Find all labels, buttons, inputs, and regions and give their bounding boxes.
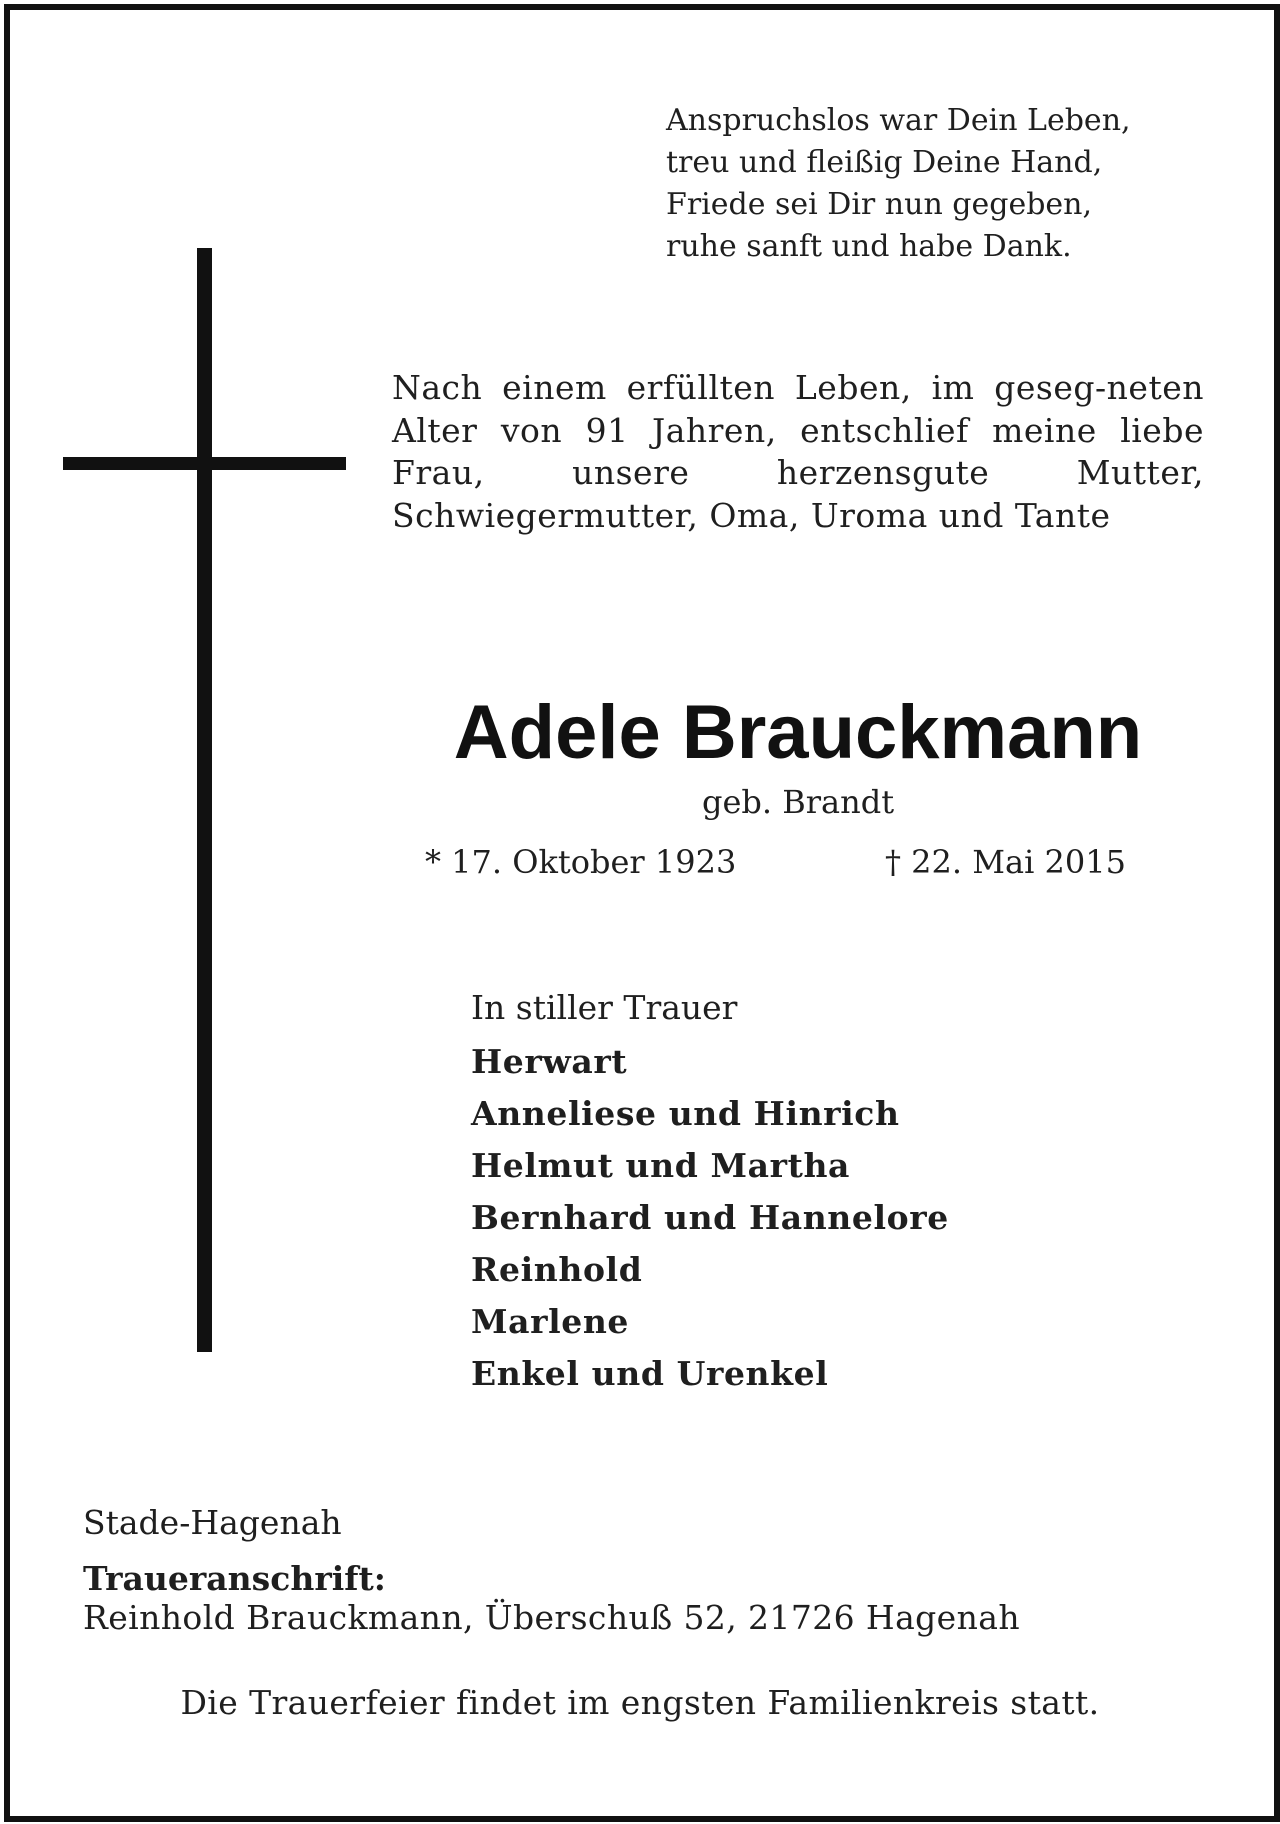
cross-vertical-beam [197,248,212,1352]
poem-line: treu und fleißig Deine Hand, [666,145,1103,180]
poem-line: Anspruchslos war Dein Leben, [666,103,1131,138]
birth-name: geb. Brandt [701,783,895,821]
death-date: † 22. Mai 2015 [885,843,1126,881]
deceased-name: Adele Brauckmann [453,690,1143,775]
mourner-name: Helmut und Martha [471,1146,851,1185]
obituary-frame [4,4,1280,1822]
address-label: Traueranschrift: [83,1559,386,1598]
cross-horizontal-beam [63,457,346,470]
intro-text: Nach einem erfüllten Leben, im geseg-neten Alter von 91 Jahren, entschlief meine liebe Frau, unsere herzensgute Mutter, Schwiegermutter, Oma, Uroma und Tante [392,368,1204,535]
mourners-list [471,1040,949,1404]
address: Reinhold Brauckmann, Überschuß 52, 21726 Hagenah [83,1598,1020,1637]
mourners-intro: In stiller Trauer [471,988,738,1027]
poem-line: ruhe sanft und habe Dank. [666,229,1072,264]
mourner-name: Reinhold [471,1250,643,1289]
place: Stade-Hagenah [83,1503,342,1542]
poem [666,100,1226,268]
mourner-name: Enkel und Urenkel [471,1354,829,1393]
funeral-notice: Die Trauerfeier findet im engsten Familienkreis statt. [180,1683,1100,1722]
mourner-name: Marlene [471,1302,630,1341]
mourner-name: Herwart [471,1042,628,1081]
birth-date: * 17. Oktober 1923 [425,843,737,881]
mourner-name: Bernhard und Hannelore [471,1198,949,1237]
poem-line: Friede sei Dir nun gegeben, [666,187,1093,222]
mourner-name: Anneliese und Hinrich [471,1094,900,1133]
